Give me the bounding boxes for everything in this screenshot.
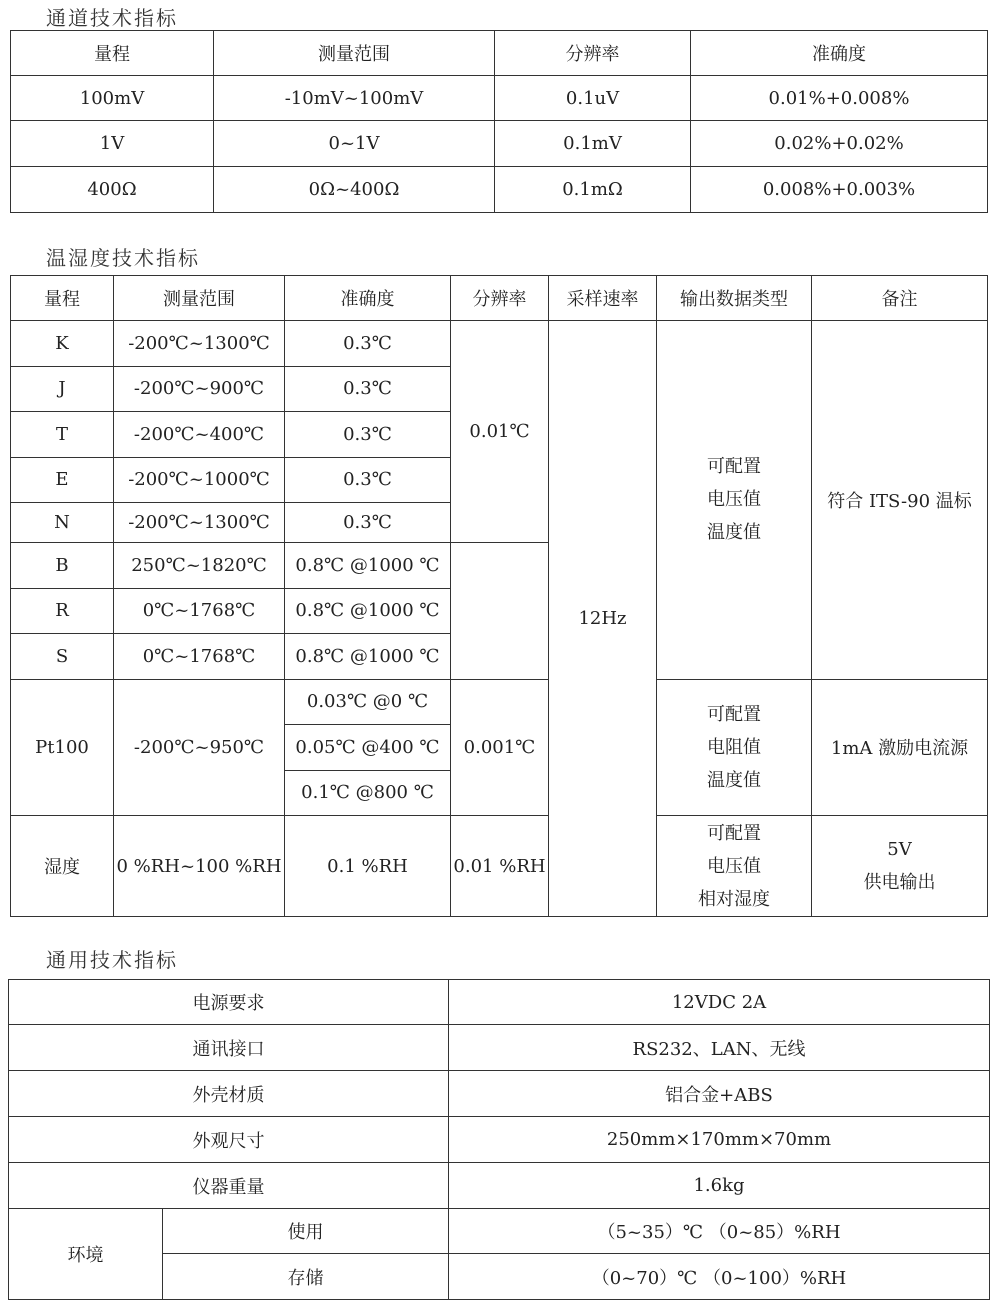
output-line: 可配置: [707, 456, 761, 478]
cell: B: [11, 543, 114, 589]
spec-label: 电源要求: [9, 980, 449, 1025]
spec-label: 外壳材质: [9, 1071, 449, 1117]
cell: 0.02%+0.02%: [691, 121, 988, 167]
cell: 0.05℃ @400 ℃: [285, 725, 451, 771]
output-line: 电压值: [707, 489, 761, 511]
cell: J: [11, 366, 114, 412]
tc-output-cell: [657, 321, 812, 680]
pt100-output-cell: [657, 679, 812, 816]
temp-section-title: 温湿度技术指标: [46, 246, 200, 270]
spec-value: 12VDC 2A: [449, 980, 990, 1025]
table-row: [11, 679, 988, 725]
cell: 0.1mV: [495, 121, 691, 167]
general-section-title: 通用技术指标: [46, 948, 178, 972]
env-value: （0~70）℃ （0~100）%RH: [449, 1254, 990, 1300]
cell: 0~1V: [214, 121, 495, 167]
cell: 400Ω: [11, 167, 214, 213]
cell: 0.1mΩ: [495, 167, 691, 213]
table-row: [9, 1025, 990, 1071]
table-row: [11, 121, 988, 167]
env-label: 环境: [9, 1209, 163, 1300]
cell: 0.8℃ @1000 ℃: [285, 543, 451, 589]
cell: 0.8℃ @1000 ℃: [285, 634, 451, 680]
cell: 100mV: [11, 76, 214, 121]
cell: 250℃~1820℃: [114, 543, 285, 589]
cell: 0.1℃ @800 ℃: [285, 770, 451, 816]
output-line: 温度值: [707, 522, 761, 544]
header-sample-rate: 采样速率: [549, 276, 657, 321]
cell: -10mV~100mV: [214, 76, 495, 121]
header-accuracy: 准确度: [285, 276, 451, 321]
cell: 0.3℃: [285, 366, 451, 412]
spec-label: 外观尺寸: [9, 1117, 449, 1163]
table-row: [11, 76, 988, 121]
env-sub-label: 存储: [163, 1254, 449, 1300]
cell: 0Ω~400Ω: [214, 167, 495, 213]
cell: N: [11, 503, 114, 543]
pt100-note-cell: 1mA 激励电流源: [812, 679, 988, 816]
channel-section-title: 通道技术指标: [46, 6, 178, 30]
output-line: 温度值: [707, 769, 761, 791]
output-line: 可配置: [707, 822, 761, 844]
cell: -200℃~1000℃: [114, 457, 285, 503]
pt100-resolution-cell: 0.001℃: [451, 679, 549, 816]
header-resolution: 分辨率: [451, 276, 549, 321]
spec-label: 通讯接口: [9, 1025, 449, 1071]
cell: 0.008%+0.003%: [691, 167, 988, 213]
table-row: [11, 167, 988, 213]
table-row: [9, 1071, 990, 1117]
note-line: 供电输出: [863, 872, 936, 893]
table-row: [9, 1209, 990, 1254]
spec-value: 250mm×170mm×70mm: [449, 1117, 990, 1163]
cell: 0.1 %RH: [285, 816, 451, 917]
channel-table: [10, 30, 988, 213]
table-row: [11, 321, 988, 367]
header-measure: 测量范围: [214, 31, 495, 76]
spec-value: 铝合金+ABS: [449, 1071, 990, 1117]
sample-rate-cell: 12Hz: [549, 321, 657, 917]
cell: 0.8℃ @1000 ℃: [285, 588, 451, 634]
humidity-output-cell: [657, 816, 812, 917]
cell: 0 %RH~100 %RH: [114, 816, 285, 917]
cell: 湿度: [11, 816, 114, 917]
humidity-note-cell: [812, 816, 988, 917]
cell: K: [11, 321, 114, 367]
tc-resolution-cell: 0.01℃: [451, 321, 549, 543]
empty-cell: [451, 543, 549, 680]
header-resolution: 分辨率: [495, 31, 691, 76]
cell: 0℃~1768℃: [114, 634, 285, 680]
cell: 0.01 %RH: [451, 816, 549, 917]
cell: R: [11, 588, 114, 634]
cell: 0.3℃: [285, 457, 451, 503]
tc-note-cell: 符合 ITS-90 温标: [812, 321, 988, 680]
cell: T: [11, 412, 114, 458]
cell: E: [11, 457, 114, 503]
pt100-range-cell: Pt100: [11, 679, 114, 816]
spec-label: 仪器重量: [9, 1163, 449, 1209]
cell: 0.3℃: [285, 321, 451, 367]
output-line: 电压值: [707, 855, 761, 877]
cell: 0.1uV: [495, 76, 691, 121]
table-header-row: [11, 276, 988, 321]
cell: 0℃~1768℃: [114, 588, 285, 634]
output-line: 相对湿度: [698, 888, 770, 910]
general-table: [8, 979, 990, 1300]
header-output-type: 输出数据类型: [657, 276, 812, 321]
env-value: （5~35）℃ （0~85）%RH: [449, 1209, 990, 1254]
header-measure: 测量范围: [114, 276, 285, 321]
cell: S: [11, 634, 114, 680]
spec-value: 1.6kg: [449, 1163, 990, 1209]
cell: 0.3℃: [285, 503, 451, 543]
cell: -200℃~900℃: [114, 366, 285, 412]
table-row: [9, 980, 990, 1025]
cell: -200℃~400℃: [114, 412, 285, 458]
cell: 0.3℃: [285, 412, 451, 458]
cell: -200℃~1300℃: [114, 503, 285, 543]
table-row: [9, 1117, 990, 1163]
temp-humidity-table: [10, 275, 988, 917]
table-row: [11, 816, 988, 917]
header-range: 量程: [11, 276, 114, 321]
cell: 0.01%+0.008%: [691, 76, 988, 121]
cell: -200℃~1300℃: [114, 321, 285, 367]
table-row: [9, 1163, 990, 1209]
pt100-measure-cell: -200℃~950℃: [114, 679, 285, 816]
table-header-row: [11, 31, 988, 76]
output-line: 可配置: [707, 703, 761, 725]
output-line: 电阻值: [707, 736, 761, 758]
header-accuracy: 准确度: [691, 31, 988, 76]
header-range: 量程: [11, 31, 214, 76]
env-sub-label: 使用: [163, 1209, 449, 1254]
cell: 0.03℃ @0 ℃: [285, 679, 451, 725]
spec-value: RS232、LAN、无线: [449, 1025, 990, 1071]
cell: 1V: [11, 121, 214, 167]
header-note: 备注: [812, 276, 988, 321]
note-line: 5V: [887, 839, 912, 860]
